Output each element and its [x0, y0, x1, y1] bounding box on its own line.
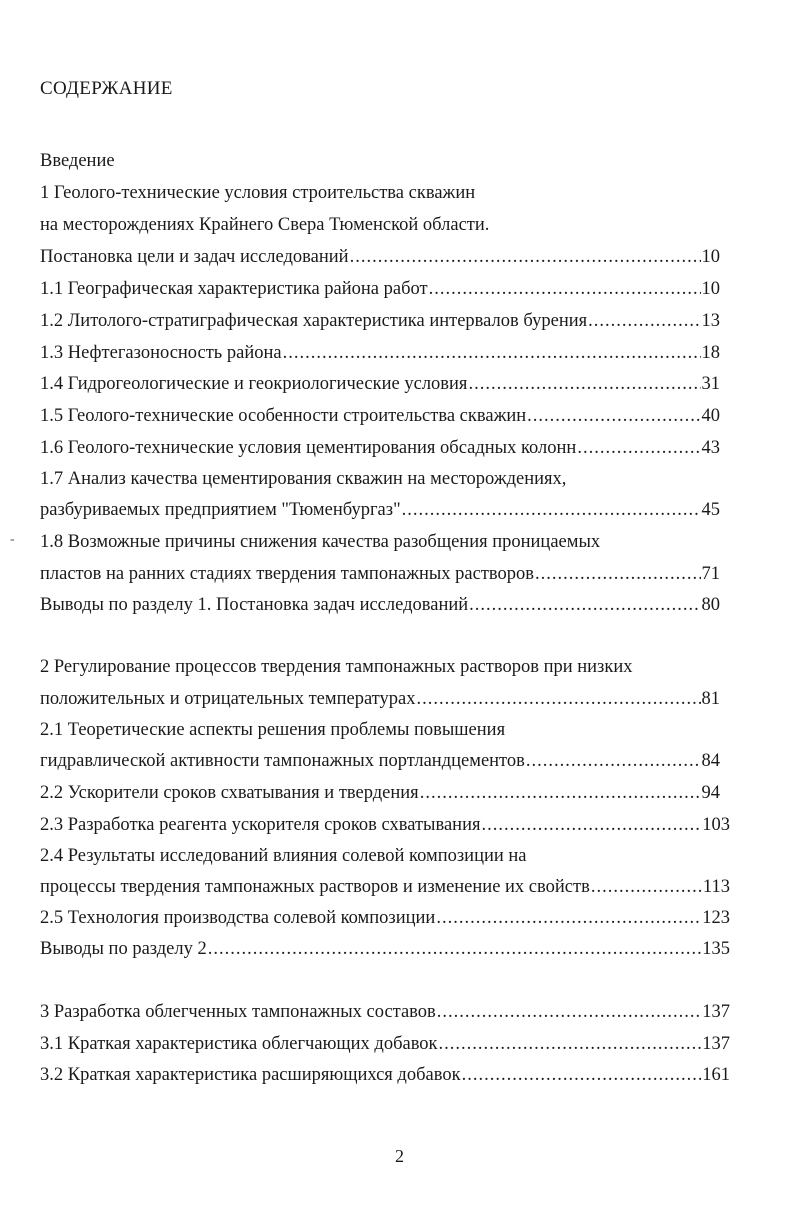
- toc-entry-1-7: [40, 499, 720, 521]
- toc-entry-1-8: [40, 563, 720, 585]
- entry-text: 2.2 Ускорители сроков схватывания и твердения: [40, 783, 419, 803]
- entry-page: 81: [701, 689, 720, 709]
- entry-page: 13: [701, 311, 720, 331]
- entry-text: процессы твердения тампонажных растворов и изменение их свойств: [40, 877, 590, 897]
- entry-page: 135: [702, 939, 730, 959]
- entry-page: 94: [701, 783, 720, 803]
- leader-dots: [526, 750, 701, 772]
- toc-entry-1-6: [40, 437, 720, 459]
- leader-dots: [283, 342, 701, 364]
- toc-entry-3-2: [40, 1064, 730, 1086]
- entry-text: 1.1 Географическая характеристика района работ: [40, 279, 428, 299]
- toc-entry-2-3: [40, 814, 730, 836]
- leader-dots: [429, 278, 701, 300]
- scan-mark: -: [10, 532, 15, 547]
- leader-dots: [577, 437, 700, 459]
- entry-page: 43: [701, 438, 720, 458]
- leader-dots: [588, 310, 700, 332]
- section1-title-line2: на месторождениях Крайнего Свера Тюменской области.: [40, 215, 490, 235]
- toc-entry-1-1: [40, 278, 720, 300]
- toc-entry-1-8-line1: 1.8 Возможные причины снижения качества разобщения проницаемых: [40, 532, 601, 552]
- section1-title-line1: 1 Геолого-технические условия строительства скважин: [40, 183, 476, 203]
- leader-dots: [462, 1064, 702, 1086]
- section1-title-entry: [40, 246, 720, 268]
- leader-dots: [208, 938, 701, 960]
- entry-text: 1.5 Геолого-технические особенности строительства скважин: [40, 406, 527, 426]
- toc-entry-2-4: [40, 876, 730, 898]
- toc-entry-2-1: [40, 750, 720, 772]
- entry-text: положительных и отрицательных температурах: [40, 689, 416, 709]
- leader-dots: [420, 782, 701, 804]
- toc-entry-1-5: [40, 405, 720, 427]
- leader-dots: [591, 876, 702, 898]
- section2-title-entry: [40, 688, 720, 710]
- leader-dots: [402, 499, 701, 521]
- toc-entry-2-4-line1: 2.4 Результаты исследований влияния солевой композиции на: [40, 846, 527, 866]
- entry-page: 71: [701, 564, 720, 584]
- entry-page: 103: [702, 815, 730, 835]
- entry-text: 2.5 Технология производства солевой композиции: [40, 908, 436, 928]
- entry-page: 113: [702, 877, 730, 897]
- toc-entry-3-1: [40, 1033, 730, 1055]
- entry-text: Постановка цели и задач исследований: [40, 247, 349, 267]
- entry-text: 1.6 Геолого-технические условия цементирования обсадных колонн: [40, 438, 577, 458]
- leader-dots: [439, 1033, 702, 1055]
- toc-entry-1-7-line1: 1.7 Анализ качества цементирования скважин на месторождениях,: [40, 469, 567, 489]
- entry-page: 45: [701, 500, 720, 520]
- entry-page: 123: [702, 908, 730, 928]
- entry-page: 31: [701, 374, 720, 394]
- entry-text: 1.4 Гидрогеологические и геокриологические условия: [40, 374, 468, 394]
- page-number: 2: [395, 1146, 404, 1166]
- entry-page: 10: [701, 247, 720, 267]
- toc-entry-1-2: [40, 310, 720, 332]
- section3-title-entry: [40, 1001, 730, 1023]
- toc-entry-2-1-line1: 2.1 Теоретические аспекты решения проблемы повышения: [40, 720, 506, 740]
- section2-title-line1: 2 Регулирование процессов твердения тампонажных растворов при низких: [40, 657, 633, 677]
- entry-text: 3.1 Краткая характеристика облегчающих добавок: [40, 1034, 438, 1054]
- leader-dots: [468, 373, 700, 395]
- entry-text: пластов на ранних стадиях твердения тампонажных растворов: [40, 564, 535, 584]
- entry-page: 137: [702, 1034, 730, 1054]
- entry-page: 80: [701, 595, 720, 615]
- entry-text: Выводы по разделу 1. Постановка задач исследований: [40, 595, 469, 615]
- toc-entry-1-4: [40, 373, 720, 395]
- leader-dots: [535, 563, 700, 585]
- intro-entry: Введение: [40, 151, 115, 171]
- leader-dots: [469, 594, 700, 616]
- toc-entry-1-3: [40, 342, 720, 364]
- entry-text: 3 Разработка облегченных тампонажных составов: [40, 1002, 436, 1022]
- entry-text: 3.2 Краткая характеристика расширяющихся добавок: [40, 1065, 461, 1085]
- leader-dots: [350, 246, 701, 268]
- entry-text: 1.2 Литолого-стратиграфическая характеристика интервалов бурения: [40, 311, 588, 331]
- entry-text: гидравлической активности тампонажных портландцементов: [40, 751, 525, 771]
- entry-page: 137: [702, 1002, 730, 1022]
- entry-page: 18: [701, 343, 720, 363]
- leader-dots: [437, 1001, 701, 1023]
- entry-page: 40: [701, 406, 720, 426]
- toc-entry-2-conclusions: [40, 938, 730, 960]
- entry-page: 161: [702, 1065, 730, 1085]
- leader-dots: [481, 814, 701, 836]
- leader-dots: [416, 688, 700, 710]
- entry-text: 1.3 Нефтегазоносность района: [40, 343, 282, 363]
- toc-entry-2-2: [40, 782, 720, 804]
- toc-entry-1-conclusions: [40, 594, 720, 616]
- leader-dots: [436, 907, 701, 929]
- entry-text: Выводы по разделу 2: [40, 939, 207, 959]
- contents-heading: СОДЕРЖАНИЕ: [40, 78, 173, 99]
- toc-entry-2-5: [40, 907, 730, 929]
- leader-dots: [527, 405, 700, 427]
- entry-page: 10: [701, 279, 720, 299]
- entry-text: разбуриваемых предприятием "Тюменбургаз": [40, 500, 401, 520]
- entry-text: 2.3 Разработка реагента ускорителя сроков схватывания: [40, 815, 481, 835]
- entry-page: 84: [701, 751, 720, 771]
